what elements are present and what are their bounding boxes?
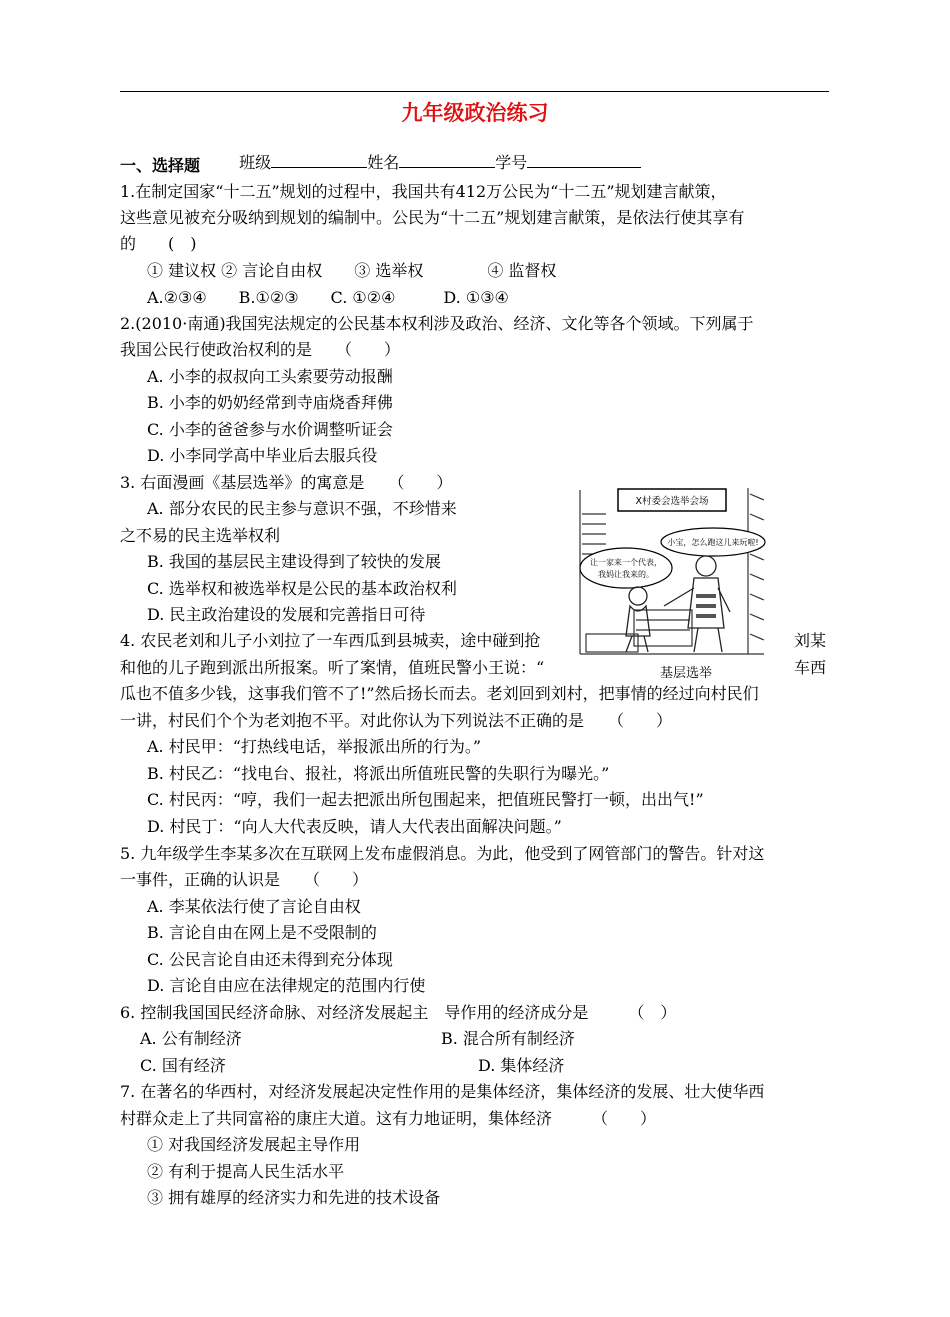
q5-option-a: A. 李某依法行使了言论自由权 (147, 897, 361, 916)
q2-option-b: B. 小李的奶奶经常到寺庙烧香拜佛 (147, 393, 393, 412)
q5-text-1: 5. 九年级学生李某多次在互联网上发布虚假消息。为此，他受到了网管部门的警告。针对这 (120, 844, 765, 863)
q3-text-1: 3. 右面漫画《基层选举》的寓意是 （ ） (120, 473, 453, 492)
q4-text-3: 瓜也不值多少钱，这事我们管不了!”然后扬长而去。老刘回到刘村，把事情的经过向村民们 (120, 684, 759, 703)
section-heading: 一、选择题 (120, 156, 201, 175)
cartoon-illustration (578, 484, 766, 684)
cartoon-bubble-1: 小宝，怎么跑这儿来玩啦! (667, 538, 759, 547)
name-field[interactable] (399, 151, 495, 168)
q7-text-1: 7. 在著名的华西村，对经济发展起决定性作用的是集体经济，集体经济的发展、壮大使华西 (120, 1082, 765, 1101)
q4-option-b: B. 村民乙：“找电台、报社，将派出所值班民警的失职行为曝光。” (147, 764, 610, 783)
q7-item-2: ② 有利于提高人民生活水平 (147, 1162, 345, 1181)
q4-option-d: D. 村民丁：“向人大代表反映，请人大代表出面解决问题。” (147, 817, 562, 836)
q3-option-b: B. 我国的基层民主建设得到了较快的发展 (147, 552, 441, 571)
q5-option-d: D. 言论自由应在法律规定的范围内行使 (147, 976, 426, 995)
cartoon-bubble-2b: 我妈让我来的。 (598, 570, 654, 579)
header-rule (120, 91, 829, 92)
q3-option-d: D. 民主政治建设的发展和完善指日可待 (147, 605, 426, 624)
q1-options: A.②③④ B.①②③ C. ①②④ D. ①③④ (147, 288, 509, 307)
q5-text-2: 一事件，正确的认识是 （ ） (120, 870, 369, 889)
q1-text-3: 的 ( ) (120, 234, 197, 253)
q3-option-c: C. 选举权和被选举权是公民的基本政治权利 (147, 579, 457, 598)
q5-option-c: C. 公民言论自由还未得到充分体现 (147, 950, 393, 969)
q1-text-2: 这些意见被充分吸纳到规划的编制中。公民为“十二五”规划建言献策，是依法行使其享有 (120, 208, 745, 227)
q2-option-d: D. 小李同学高中毕业后去服兵役 (147, 446, 378, 465)
q2-text-1: 2.(2010·南通)我国宪法规定的公民基本权利涉及政治、经济、文化等各个领域。下列属于 (120, 314, 754, 333)
q7-item-1: ① 对我国经济发展起主导作用 (147, 1135, 361, 1154)
q1-text-1: 1.在制定国家“十二五”规划的过程中，我国共有412万公民为“十二五”规划建言献策， (120, 182, 727, 201)
id-label: 学号 (495, 153, 528, 172)
q6-option-b: B. 混合所有制经济 (441, 1029, 575, 1048)
q3-option-a-1: A. 部分农民的民主参与意识不强，不珍惜来 (147, 499, 457, 518)
q4-text-1a: 4. 农民老刘和儿子小刘拉了一车西瓜到县城卖，途中碰到抢 (120, 631, 541, 650)
cartoon-jiceng-xuanju (578, 484, 766, 684)
cartoon-caption: 基层选举 (659, 666, 713, 681)
q1-items: ① 建议权 ② 言论自由权 ③ 选举权 ④ 监督权 (147, 261, 557, 280)
q6-option-c: C. 国有经济 (140, 1056, 226, 1075)
q4-text-4: 一讲，村民们个个为老刘抱不平。对此你认为下列说法不正确的是 （ ） (120, 711, 673, 730)
q7-text-2: 村群众走上了共同富裕的康庄大道。这有力地证明，集体经济 （ ） (120, 1109, 657, 1128)
q6-option-d: D. 集体经济 (478, 1056, 565, 1075)
q7-item-3: ③ 拥有雄厚的经济实力和先进的技术设备 (147, 1188, 441, 1207)
q4-option-a: A. 村民甲：“打热线电话，举报派出所的行为。” (147, 737, 482, 756)
q4-option-c: C. 村民丙：“哼，我们一起去把派出所包围起来，把值班民警打一顿，出出气!” (147, 790, 704, 809)
name-label: 姓名 (367, 153, 400, 172)
q5-option-b: B. 言论自由在网上是不受限制的 (147, 923, 377, 942)
q4-text-2a: 和他的儿子跑到派出所报案。听了案情，值班民警小王说：“ (120, 658, 545, 677)
q6-option-a: A. 公有制经济 (140, 1029, 242, 1048)
id-field[interactable] (527, 151, 641, 168)
q2-option-c: C. 小李的爸爸参与水价调整听证会 (147, 420, 393, 439)
cartoon-bubble-2a: 让一家来一个代表， (590, 558, 662, 567)
page-title: 九年级政治练习 (401, 101, 549, 125)
q4-text-1b: 刘某 (794, 631, 827, 650)
q2-text-2: 我国公民行使政治权利的是 （ ） (120, 340, 401, 359)
class-label: 班级 (239, 153, 272, 172)
q2-option-a: A. 小李的叔叔向工头索要劳动报酬 (147, 367, 393, 386)
q3-option-a-2: 之不易的民主选举权利 (120, 526, 281, 545)
q4-text-2b: 车西 (794, 658, 827, 677)
cartoon-sign: X村委会选举会场 (635, 496, 709, 507)
class-field[interactable] (271, 151, 367, 168)
student-info-row (229, 129, 641, 174)
q6-text-1: 6. 控制我国国民经济命脉、对经济发展起主 导作用的经济成分是 （ ） (120, 1003, 677, 1022)
